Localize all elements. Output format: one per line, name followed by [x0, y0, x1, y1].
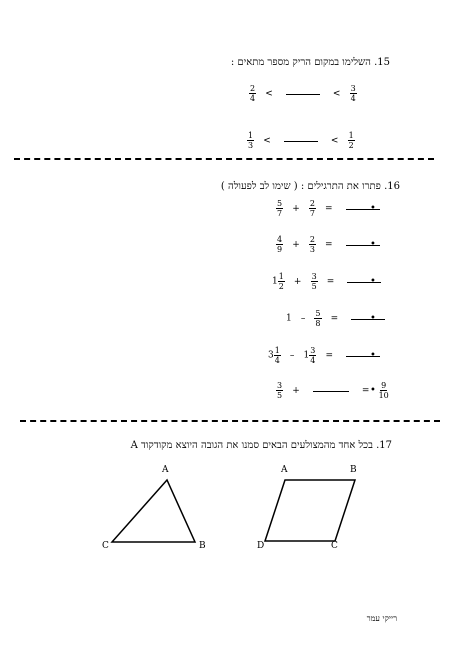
section-divider: [20, 420, 440, 422]
q17-text: בכל אחד מהמצולעים הבאים סמנו את הגובה היוצא מקודקוד A: [130, 440, 373, 451]
bullet-icon: •: [370, 239, 376, 250]
bullet-icon: •: [370, 203, 376, 214]
fraction: $\frac{3}{5}$: [311, 272, 317, 291]
fraction: $\frac{3}{4}$: [310, 346, 316, 365]
parallelogram-label-d: D: [257, 541, 265, 551]
q15-row-2: $\frac{1}{3}$ < < $\frac{1}{2}$: [248, 131, 354, 150]
section-divider: [14, 158, 434, 160]
bullet-icon: •: [370, 276, 376, 287]
answer-blank[interactable]: [347, 281, 381, 283]
bullet-icon: •: [370, 350, 376, 361]
exercise-3: 1 $\frac{1}{2}$ + $\frac{3}{5}$ =: [272, 271, 385, 291]
q15-row-1: $\frac{2}{4}$ < < $\frac{3}{4}$: [250, 84, 356, 103]
answer-blank[interactable]: [284, 140, 318, 142]
answer-blank[interactable]: [313, 390, 349, 392]
fraction: $\frac{4}{9}$: [277, 235, 283, 254]
q17-title: [131, 440, 392, 451]
exercise-6: $\frac{3}{5}$ + = $\frac{9}{10}$: [277, 381, 389, 400]
answer-blank[interactable]: [351, 318, 385, 320]
fraction: $\frac{1}{3}$: [248, 131, 254, 150]
answer-blank[interactable]: [286, 93, 320, 95]
parallelogram-label-b: B: [350, 465, 357, 475]
exercise-1: $\frac{5}{7}$ + $\frac{2}{7}$ =: [276, 198, 384, 218]
fraction: $\frac{2}{7}$: [309, 199, 315, 218]
exercise-2: $\frac{4}{9}$ + $\frac{2}{3}$ =: [276, 234, 384, 254]
author-footer: רייקי עמר: [366, 614, 397, 623]
bullet-icon: •: [370, 385, 376, 396]
q16-text: פתרו את התרגילים : ( שימו לב לפעולה ): [220, 181, 381, 192]
fraction: $\frac{9}{10}$: [378, 381, 389, 400]
fraction: $\frac{5}{8}$: [315, 309, 321, 328]
parallelogram-label-c: C: [331, 541, 338, 551]
q16-title: [221, 181, 400, 192]
fraction: $\frac{3}{5}$: [277, 381, 283, 400]
fraction: $\frac{1}{2}$: [348, 131, 354, 150]
fraction: $\frac{1}{2}$: [278, 272, 284, 291]
exercise-4: 1 – $\frac{5}{8}$ =: [286, 308, 389, 328]
q16-number: 16.: [384, 181, 400, 192]
fraction: $\frac{2}{4}$: [250, 84, 256, 103]
fraction: $\frac{3}{4}$: [350, 84, 356, 103]
bullet-icon: •: [370, 313, 376, 324]
q15-number: 15.: [374, 57, 390, 68]
fraction: $\frac{2}{3}$: [309, 235, 315, 254]
parallelogram-figure: [255, 462, 375, 562]
triangle-label-b: B: [199, 541, 206, 551]
q15-title: [231, 57, 390, 68]
q17-number: 17.: [376, 440, 392, 451]
triangle-label-a: A: [162, 465, 169, 475]
q15-text: השלימו במקום הריק מספר מתאים :: [230, 57, 371, 68]
fraction: $\frac{1}{4}$: [274, 346, 280, 365]
triangle-label-c: C: [102, 541, 109, 551]
exercise-5: 3 $\frac{1}{4}$ – 1 $\frac{3}{4}$ =: [268, 345, 384, 365]
fraction: $\frac{5}{7}$: [277, 199, 283, 218]
parallelogram-label-a: A: [281, 465, 288, 475]
